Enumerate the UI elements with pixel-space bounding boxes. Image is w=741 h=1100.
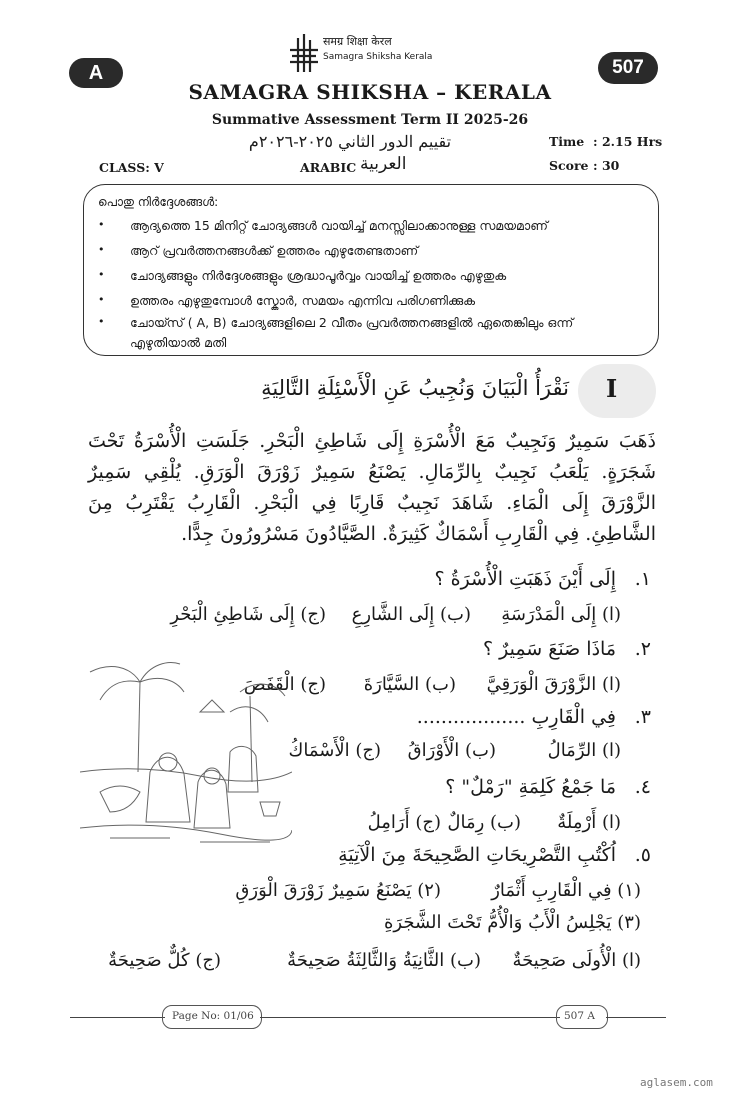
instruction-item: • ആദ്യത്തെ 15 മിനിറ്റ് ചോദ്യങ്ങൾ വായിച്ച് മനസ്സിലാക്കാനുള്ള സമയമാണ്: [98, 218, 548, 233]
org-title: SAMAGRA SHIKSHA – KERALA: [188, 80, 552, 104]
score-value: : 30: [593, 158, 620, 173]
question-5-text: اُكْتُبِ التَّصْرِيحَاتِ الصَّحِيحَةَ مِنَ الْآتِيَةِ: [338, 844, 616, 866]
question-2-number: ٢.: [634, 638, 651, 660]
question-3-text: فِي الْقَارِبِ ..................: [416, 706, 616, 728]
question-5-option-c: (ج) كُلٌّ صَحِيحَةٌ: [108, 950, 221, 971]
question-4-option-b: (ب) رِمَالٌ: [447, 812, 521, 833]
question-3-option-a: (ا) الرِّمَالُ: [547, 740, 621, 761]
paper-code-badge: 507: [598, 52, 658, 84]
score-label: Score: [549, 158, 589, 173]
question-5-option-b: (ب) الثَّانِيَةُ وَالثَّالِثَةُ صَحِيحَةٌ: [287, 950, 481, 971]
question-5-option-a: (ا) الْأُولَى صَحِيحَةٌ: [512, 950, 641, 971]
section-number: I: [606, 374, 618, 403]
footer-rule-left: [70, 1017, 165, 1018]
section-heading: نَقْرَأُ الْبَيَانَ وَنُجِيبُ عَنِ الْأَسْئِلَةِ التَّالِيَةِ: [261, 376, 569, 400]
class-label: CLASS: V: [99, 160, 164, 175]
question-2-text: مَاذَا صَنَعَ سَمِيرٌ ؟: [482, 638, 616, 660]
question-1-option-c: (ج) إِلَى شَاطِئِ الْبَحْرِ: [170, 604, 326, 625]
question-5-number: ٥.: [634, 844, 651, 866]
question-4-option-a: (ا) أَرْمِلَةٌ: [557, 812, 621, 833]
question-2-option-a: (ا) الزَّوْرَقَ الْوَرَقِيَّ: [486, 674, 621, 695]
footer-code: 507 A: [564, 1010, 595, 1022]
question-3-number: ٣.: [634, 706, 651, 728]
question-5-statement-3: (٣) يَجْلِسُ الْأَبُ وَالْأُمُّ تَحْتَ الشَّجَرَةِ: [383, 912, 641, 933]
logo: [288, 32, 320, 76]
footer-rule-right: [606, 1017, 666, 1018]
question-1-option-a: (ا) إِلَى الْمَدْرَسَةِ: [501, 604, 621, 625]
instruction-item: • ആറ് പ്രവർത്തനങ്ങൾക്ക് ഉത്തരം എഴുതേണ്ടതാണ്: [98, 243, 419, 258]
instruction-item-continued: എഴുതിയാൽ മതി: [130, 335, 227, 350]
question-5-statement-1: (١) فِي الْقَارِبِ أَثْمَارٌ: [491, 880, 641, 901]
subject-ar: العربية: [360, 154, 407, 174]
subject-en: ARABIC: [300, 160, 357, 175]
exam-title-ar: تقييم الدور الثاني ٢٠٢٥-٢٠٢٦م: [248, 132, 452, 151]
instruction-item: • ചോയ്സ് ( A, B) ചോദ്യങ്ങളിലെ 2 വീതം പ്രവർത്തനങ്ങളിൽ ഏതെങ്കിലും ഒന്ന്: [98, 315, 574, 330]
page-number: Page No: 01/06: [172, 1010, 254, 1022]
reading-passage: ذَهَبَ سَمِيرٌ وَنَجِيبٌ مَعَ الْأُسْرَةِ إِلَى شَاطِئِ الْبَحْرِ. جَلَسَتِ الْأُسْرَةُ تَحْتَ شَجَرَةٍ. يَلْعَبُ نَجِيبٌ بِالرِّمَالِ. يَصْنَعُ سَمِيرٌ زَوْرَقَ الْوَرَقِ. يُلْقِي سَمِيرٌ الزَّوْرَقَ إِلَى الْمَاءِ. شَاهَدَ نَجِيبٌ قَارِبًا فِي الْبَحْرِ. الْقَارِبُ يَقْتَرِبُ مِنَ الشَّاطِئِ. فِي الْقَارِبِ أَسْمَاكٌ كَثِيرَةٌ. الصَّيَّادُونَ مَسْرُورُونَ جِدًّا.: [88, 430, 656, 545]
question-3-option-c: (ج) الْأَسْمَاكُ: [288, 740, 381, 761]
instructions-title: പൊതു നിർദ്ദേശങ്ങൾ:: [98, 195, 219, 209]
instruction-item: • ചോദ്യങ്ങളും നിർദ്ദേശങ്ങളും ശ്രദ്ധാപൂർവ്വം വായിച്ച് ഉത്തരം എഴുതുക: [98, 268, 507, 283]
question-5-statement-2: (٢) يَصْنَعُ سَمِيرٌ زَوْرَقَ الْوَرَقِ: [235, 880, 441, 901]
question-4-text: مَا جَمْعُ كَلِمَةِ "رَمْلٌ" ؟: [445, 776, 616, 798]
beach-scene-icon: [80, 652, 292, 848]
question-4-number: ٤.: [634, 776, 651, 798]
instruction-item: • ഉത്തരം എഴുതുമ്പോൾ സ്കോർ, സമയം എന്നിവ പരിഗണിക്കുക: [98, 293, 476, 308]
time-value: : 2.15 Hrs: [593, 134, 663, 149]
logo-text-en: Samagra Shiksha Kerala: [323, 52, 433, 62]
question-2-option-b: (ب) السَّيَّارَةَ: [363, 674, 456, 695]
footer-rule-middle: [260, 1017, 560, 1018]
question-1-number: ١.: [634, 568, 651, 590]
set-code-badge: A: [69, 58, 123, 88]
exam-title: Summative Assessment Term II 2025-26: [211, 112, 529, 128]
question-2-option-c: (ج) الْقَفَصَ: [243, 674, 326, 695]
logo-mark-icon: [288, 32, 320, 76]
instructions-box: [83, 184, 659, 356]
watermark: aglasem.com: [640, 1076, 713, 1089]
logo-text-local: समग्र शिक्षा केरल: [323, 35, 392, 48]
beach-illustration: [80, 652, 292, 848]
time-label: Time: [549, 134, 585, 149]
question-4-option-c: (ج) أَرَامِلُ: [367, 812, 441, 833]
question-1-text: إِلَى أَيْنَ ذَهَبَتِ الْأُسْرَةُ ؟: [434, 568, 616, 590]
question-3-option-b: (ب) الْأَوْرَاقُ: [407, 740, 496, 761]
question-1-option-b: (ب) إِلَى الشَّارِعِ: [351, 604, 471, 625]
